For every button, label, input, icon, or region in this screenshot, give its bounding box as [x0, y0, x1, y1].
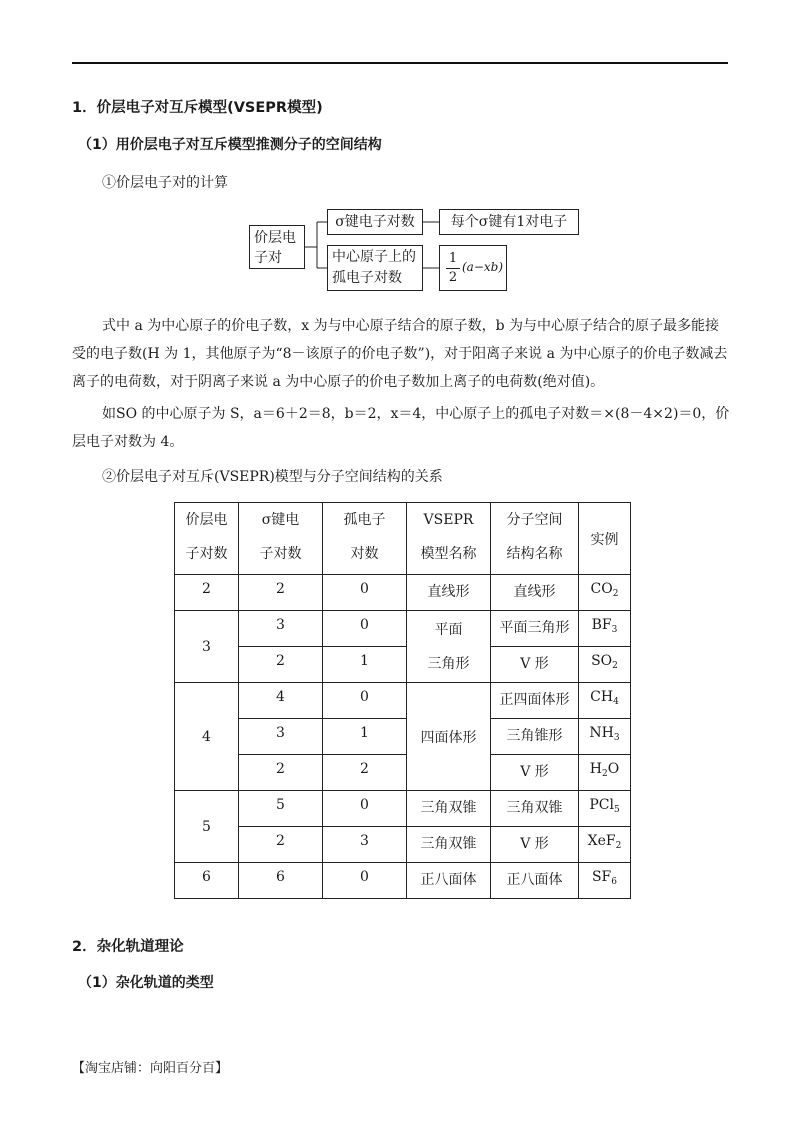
cell-lone: 0 — [323, 791, 407, 827]
cell-lone: 1 — [323, 647, 407, 683]
cell-lone: 1 — [323, 719, 407, 755]
formula-subscript: 6 — [611, 877, 618, 887]
header-text: VSEPR — [423, 512, 474, 528]
formula-text: BF — [591, 617, 612, 633]
table-row — [175, 683, 631, 719]
cell-vp: 2 — [175, 575, 239, 611]
formula-subscript: 3 — [613, 733, 620, 743]
diagram-root-line1: 价层电 — [254, 230, 296, 246]
paragraph-definition: 式中 a 为中心原子的价电子数，x 为与中心原子结合的原子数，b 为与中心原子结合的原子最多能接受的电子数(H 为 1，其他原子为“8－该原子的价电子数”)，对于阳离子来说 a 为中心原子的价电子数减去离子的电荷数，对于阴离子来说 a 为中心原子的价电子数加上离子的电荷数(绝对值)。 — [72, 318, 728, 390]
formula-text: NH — [589, 725, 614, 741]
cell-vp: 3 — [175, 611, 239, 683]
formula-subscript: 5 — [613, 805, 620, 815]
section2-title: 2．杂化轨道理论 — [72, 939, 184, 955]
table-row — [175, 791, 631, 827]
section1-title: 1．价层电子对互斥模型(VSEPR模型) — [72, 100, 323, 116]
section2-subtitle: （1）杂化轨道的类型 — [78, 975, 214, 991]
cell-shape: 三角双锥 — [491, 791, 579, 827]
model-text: 平面 — [434, 621, 463, 638]
formula-denominator: 2 — [448, 270, 458, 285]
header-valence-pairs — [175, 503, 239, 575]
table-row — [175, 719, 631, 755]
cell-sigma: 2 — [239, 827, 323, 863]
formula-subscript: 2 — [615, 841, 622, 851]
cell-vp: 4 — [175, 683, 239, 791]
diagram-root-line2: 子对 — [254, 250, 282, 266]
cell-example — [579, 719, 631, 755]
cell-shape: 平面三角形 — [491, 611, 579, 647]
cell-example — [579, 683, 631, 719]
cell-lone: 0 — [323, 863, 407, 899]
cell-lone: 0 — [323, 683, 407, 719]
formula-expression: (a−xb) — [462, 260, 504, 274]
cell-example — [579, 647, 631, 683]
diagram-formula-box — [439, 245, 507, 291]
header-text: 对数 — [350, 546, 379, 562]
formula-subscript: 2 — [602, 769, 608, 779]
formula-text: CO — [590, 581, 613, 597]
formula-text: CH — [590, 689, 614, 705]
cell-model: 直线形 — [407, 575, 491, 611]
cell-example — [579, 863, 631, 899]
cell-shape: 直线形 — [491, 575, 579, 611]
cell-lone: 2 — [323, 755, 407, 791]
formula-subscript: 2 — [612, 661, 618, 671]
table-row — [175, 647, 631, 683]
cell-vp: 5 — [175, 791, 239, 863]
cell-sigma: 2 — [239, 647, 323, 683]
diagram-root-box — [249, 225, 305, 269]
cell-model — [407, 611, 491, 683]
header-example: 实例 — [579, 503, 631, 575]
cell-shape: 正四面体形 — [491, 683, 579, 719]
cell-vp: 6 — [175, 863, 239, 899]
valence-pair-diagram — [245, 205, 585, 297]
formula-subscript: 2 — [612, 589, 619, 599]
section1-subtitle: （1）用价层电子对互斥模型推测分子的空间结构 — [78, 137, 382, 153]
table-row — [175, 611, 631, 647]
cell-model: 正八面体 — [407, 863, 491, 899]
header-text: 价层电 — [185, 512, 228, 528]
cell-example — [579, 575, 631, 611]
diagram-sigma-box: σ键电子对数 — [327, 209, 423, 235]
cell-shape: 正八面体 — [491, 863, 579, 899]
cell-lone: 0 — [323, 611, 407, 647]
cell-shape: 三角锥形 — [491, 719, 579, 755]
formula-subscript: 4 — [613, 697, 619, 707]
formula-text: SF — [591, 869, 612, 885]
header-text: 孤电子 — [343, 512, 386, 528]
cell-example — [579, 827, 631, 863]
formula-fraction — [446, 250, 460, 287]
cell-sigma: 2 — [239, 575, 323, 611]
formula-numerator: 1 — [446, 250, 460, 269]
formula-text: PCl — [589, 797, 614, 813]
cell-sigma: 2 — [239, 755, 323, 791]
footer-shop-name: 【淘宝店铺：向阳百分百】 — [72, 1061, 229, 1076]
cell-sigma: 3 — [239, 611, 323, 647]
table-row — [175, 575, 631, 611]
cell-sigma: 3 — [239, 719, 323, 755]
cell-example — [579, 611, 631, 647]
cell-shape: V 形 — [491, 827, 579, 863]
formula-text: H — [589, 761, 602, 777]
cell-sigma: 5 — [239, 791, 323, 827]
cell-lone: 0 — [323, 575, 407, 611]
formula-text: XeF — [587, 833, 616, 849]
header-sigma-pairs — [239, 503, 323, 575]
formula-subscript: 3 — [611, 625, 618, 635]
table-row — [175, 755, 631, 791]
diagram-lone-pair-box — [327, 245, 423, 291]
formula-text: SO — [591, 653, 613, 669]
header-text: 分子空间 — [506, 512, 563, 528]
cell-example — [579, 755, 631, 791]
formula-text: O — [607, 761, 620, 777]
model-text: 三角形 — [427, 655, 470, 672]
header-text: 结构名称 — [506, 546, 563, 562]
header-text: 模型名称 — [420, 546, 477, 562]
diagram-lone-line2: 孤电子对数 — [332, 270, 402, 286]
header-text: σ键电 — [261, 512, 300, 528]
cell-shape: V 形 — [491, 755, 579, 791]
table-header-row — [175, 503, 631, 575]
cell-shape: V 形 — [491, 647, 579, 683]
paragraph-example: 如SO 的中心原子为 S，a＝6＋2＝8，b＝2，x＝4，中心原子上的孤电子对数＝×(8－4×2)＝0，价层电子对数为 4。 — [72, 406, 730, 450]
diagram-lone-line1: 中心原子上的 — [332, 249, 416, 265]
header-lone-pairs — [323, 503, 407, 575]
cell-example — [579, 791, 631, 827]
table-row — [175, 863, 631, 899]
top-rule — [72, 62, 728, 64]
header-vsepr-model — [407, 503, 491, 575]
calc-title: ①价层电子对的计算 — [102, 175, 228, 191]
cell-lone: 3 — [323, 827, 407, 863]
header-molecular-shape — [491, 503, 579, 575]
cell-sigma: 6 — [239, 863, 323, 899]
cell-model: 三角双锥 — [407, 791, 491, 827]
header-text: 子对数 — [185, 546, 228, 562]
vsepr-table — [174, 502, 631, 899]
relation-title: ②价层电子对互斥(VSEPR)模型与分子空间结构的关系 — [102, 469, 443, 485]
cell-model: 三角双锥 — [407, 827, 491, 863]
header-text: 子对数 — [259, 546, 302, 562]
cell-sigma: 4 — [239, 683, 323, 719]
diagram-sigma-desc-box: 每个σ键有1对电子 — [439, 209, 579, 235]
table-row — [175, 827, 631, 863]
cell-model: 四面体形 — [407, 683, 491, 791]
